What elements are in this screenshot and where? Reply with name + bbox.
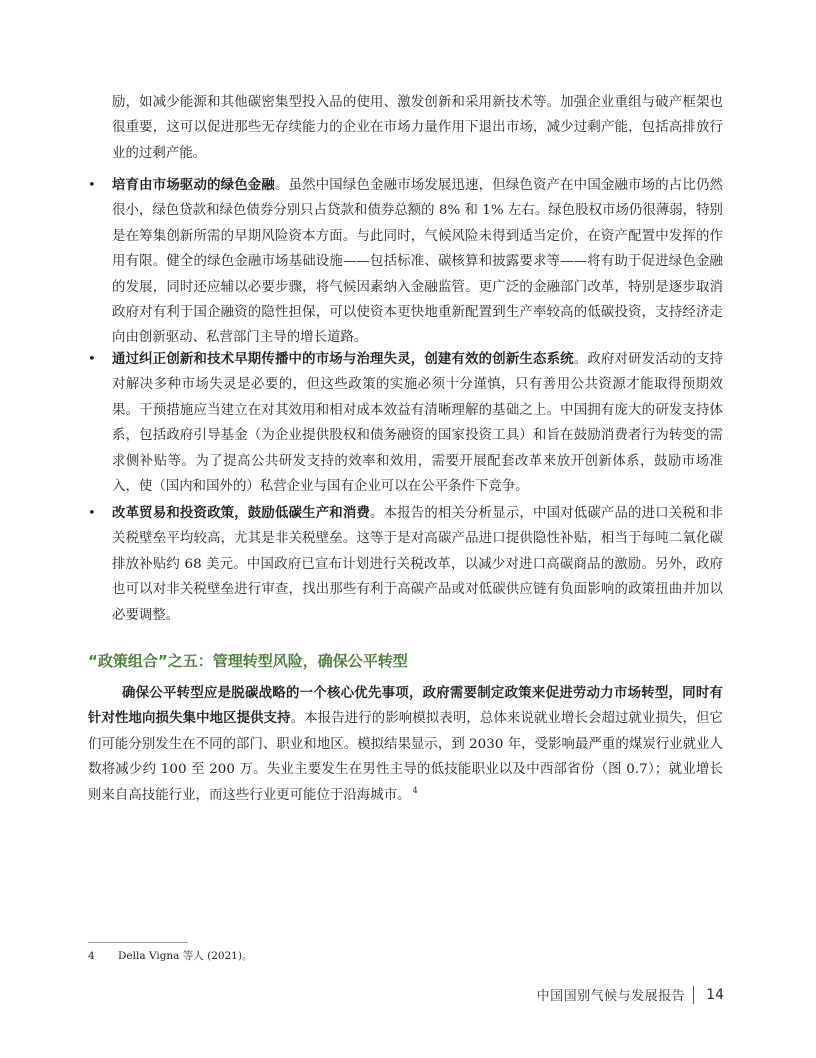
footnote: [88, 948, 253, 964]
footnote-reference[interactable]: 4: [412, 786, 418, 796]
section-title: “政策组合”之五：管理转型风险，确保公平转型: [88, 652, 408, 670]
footnote-number: 4: [88, 950, 95, 962]
footer-report-title: 中国国别气候与发展报告: [536, 989, 686, 1004]
bullet-body: 。虽然中国绿色金融市场发展迅速，但绿色资产在中国金融市场的占比仍然很小，绿色贷款和绿色债券分别只占贷款和债券总额的 8% 和 1% 左右。绿色股权市场仍很薄弱，特别是在筹集创新所需的早期风险资本方面。与此同时，气候风险未得到适当定价，在资产配置中发挥的作用有限。健全的绿色金融市场基础设施——包括标准、碳核算和披露要求等——将有助于促进绿色金融的发展，同时还应辅以必要步骤，将气候因素纳入金融监管。更广泛的金融部门改革，特别是逐步取消政府对有利于国企融资的隐性担保，可以使资本更快地重新配置到生产率较高的低碳投资，支持经济走向由创新驱动、私营部门主导的增长道路。: [112, 178, 723, 346]
page-number: 14: [706, 986, 724, 1003]
footnote-text: Della Vigna 等人 (2021)。: [118, 950, 253, 962]
body-paragraph-text: 。本报告进行的影响模拟表明，总体来说就业增长会超过就业损失，但它们可能分别发生在不同的部门、职业和地区。模拟结果显示，到 2030 年，受影响最严重的煤炭行业就业人数将减少约 100 至 200 万。失业主要发生在男性主导的低技能职业以及中西部省份（图 0.7）；就业增长则来自高技能行业，而这些行业更可能位于沿海城市。: [88, 711, 723, 803]
body-paragraph-lead: 确保公平转型应是脱碳战略的一个核心优先事项，政府需要制定政策来促进劳动力市场转型，同时有针对性地向损失集中地区提供支持: [88, 685, 723, 727]
page-footer: [537, 985, 724, 1004]
bullet-marker: •: [88, 352, 96, 367]
bullet-green-finance: [88, 173, 723, 351]
bullet-marker: •: [88, 178, 96, 193]
bullet-text: [112, 173, 723, 351]
footer-divider: [693, 986, 694, 1004]
bullet-innovation-ecosystem: [88, 347, 723, 499]
footnote-divider: [88, 942, 188, 943]
bullet-text: [112, 347, 723, 499]
bullet-heading: 培育由市场驱动的绿色金融: [112, 177, 275, 193]
body-paragraph: [88, 681, 723, 808]
bullet-text: [112, 501, 723, 628]
bullet-heading: 通过纠正创新和技术早期传播中的市场与治理失灵，创建有效的创新生态系统: [112, 351, 574, 367]
bullet-marker: •: [88, 506, 96, 521]
bullet-trade-investment: [88, 501, 723, 628]
bullet-body: 。本报告的相关分析显示，中国对低碳产品的进口关税和非关税壁垒平均较高，尤其是非关税壁垒。这等于是对高碳产品进口提供隐性补贴，相当于每吨二氧化碳排放补贴约 68 美元。中国政府已宣布计划进行关税改革，以减少对进口高碳商品的激励。另外，政府也可以对非关税壁垒进行审查，找出那些有利于高碳产品或对低碳供应链有负面影响的政策扭曲并加以必要调整。: [112, 506, 723, 623]
bullet-heading: 改革贸易和投资政策，鼓励低碳生产和消费: [112, 505, 371, 521]
intro-paragraph: 励，如减少能源和其他碳密集型投入品的使用、激发创新和采用新技术等。加强企业重组与破产框架也很重要，这可以促进那些无存续能力的企业在市场力量作用下退出市场，减少过剩产能，包括高排放行业的过剩产能。: [112, 95, 723, 161]
bullet-body: 。政府对研发活动的支持对解决多种市场失灵是必要的，但这些政策的实施必须十分谨慎，只有善用公共资源才能取得预期效果。干预措施应当建立在对其效用和相对成本效益有清晰理解的基础之上。中国拥有庞大的研发支持体系，包括政府引导基金（为企业提供股权和债务融资的国家投资工具）和旨在鼓励消费者行为转变的需求侧补贴等。为了提高公共研发支持的效率和效用，需要开展配套改革来放开创新体系，鼓励市场准入，使（国内和国外的）私营企业与国有企业可以在公平条件下竞争。: [112, 352, 723, 495]
